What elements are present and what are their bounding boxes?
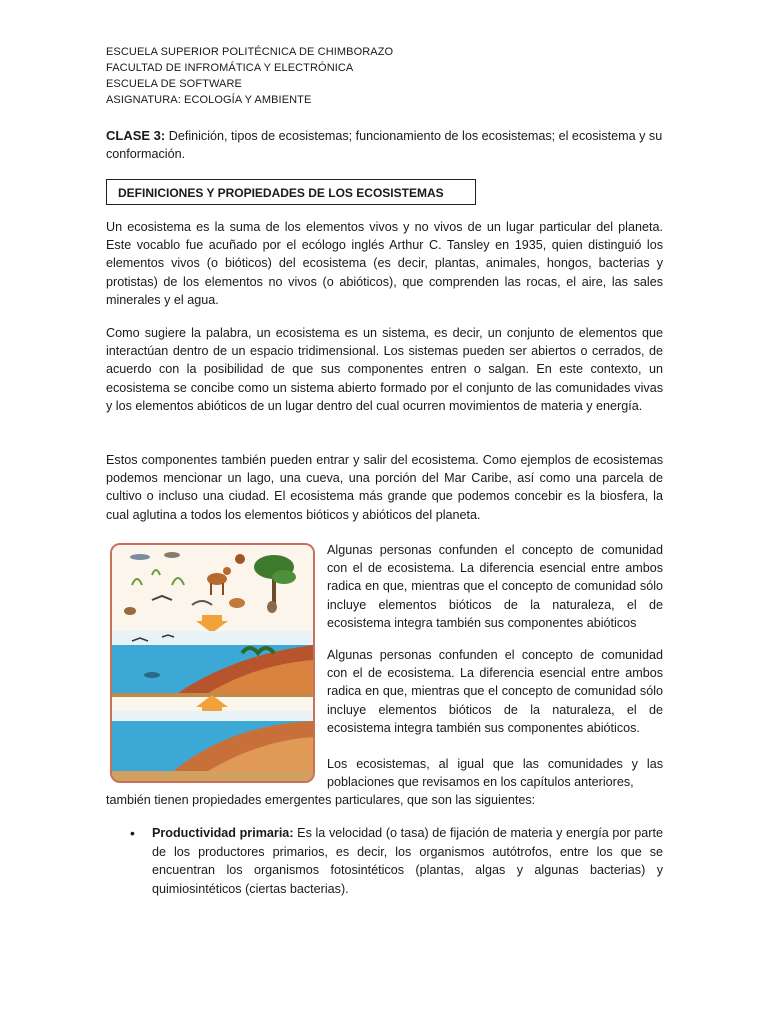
paragraph-definition: Un ecosistema es la suma de los elementos vivos y no vivos de un lugar particular del planeta. Este vocablo fue acuñado por el ecólogo inglés Arthur C. Tansley en 1935, quien distinguió los elementos vivos (o bióticos) del ecosistema (es decir, plantas, animales, hongos, bacterias y protistas) de los elementos no vivos (o abióticos), que comprenden las rocas, el aire, las sales minerales y el agua. [106, 220, 663, 307]
header-line-school: ESCUELA SUPERIOR POLITÉCNICA DE CHIMBORAZO [106, 46, 394, 58]
paragraph-community-2: Algunas personas confunden el concepto de comunidad con el de ecosistema. La diferencia esencial entre ambos radica en que, mientras que el concepto de comunidad sólo incluye elementos bióticos de la naturaleza, el de ecosistema integra también sus componentes abióticos. [327, 648, 663, 735]
paragraph-properties-continued: también tienen propiedades emergentes particulares, que son las siguientes: [106, 793, 536, 807]
paragraph-examples: Estos componentes también pueden entrar y salir del ecosistema. Como ejemplos de ecosistemas podemos mencionar un lago, una cueva, una porción del Mar Caribe, así como una parcela de cultivo o incluso una ciudad. El ecosistema más grande que podemos concebir es la biosfera, la cual aglutina a todos los elementos bióticos y abióticos del planeta. [106, 453, 663, 522]
paragraph-community-1: Algunas personas confunden el concepto de comunidad con el de ecosistema. La diferencia esencial entre ambos radica en que, mientras que el concepto de comunidad sólo incluye elementos bióticos de la naturaleza, el de ecosistema integra también sus componentes abióticos [327, 543, 663, 630]
bullet-term: Productividad primaria: [152, 826, 294, 840]
bullet-marker: • [130, 825, 135, 841]
institution-header [106, 44, 393, 108]
paragraph-properties-intro: Los ecosistemas, al igual que las comunidades y las poblaciones que revisamos en los capítulos anteriores, [327, 757, 663, 790]
class-heading [106, 127, 666, 163]
ecosystem-illustration [110, 543, 315, 783]
header-line-subject: ASIGNATURA: ECOLOGÍA Y AMBIENTE [106, 94, 312, 106]
class-topics: Definición, tipos de ecosistemas; funcionamiento de los ecosistemas; el ecosistema y su conformación. [106, 129, 663, 161]
paragraph-system: Como sugiere la palabra, un ecosistema es un sistema, es decir, un conjunto de elementos que interactúan dentro de un espacio tridimensional. Los sistemas pueden ser abiertos o cerrados, de acuerdo con la posibilidad de que sus componentes entren o salgan. En este contexto, un ecosistema se concibe como un sistema abierto formado por el conjunto de las comunidades vivas y los elementos abióticos de un lugar dentro del cual ocurren movimientos de materia y energía. [106, 326, 663, 413]
header-line-faculty: FACULTAD DE INFROMÁTICA Y ELECTRÓNICA [106, 62, 354, 74]
header-line-department: ESCUELA DE SOFTWARE [106, 78, 242, 90]
ecosystem-illustration-svg [112, 545, 313, 781]
section-title: DEFINICIONES Y PROPIEDADES DE LOS ECOSISTEMAS [106, 179, 476, 205]
bullet-text: Es la velocidad (o tasa) de fijación de materia y energía por parte de los productores primarios, es decir, los organismos autótrofos, entre los que se encuentran los organismos fotosintéticos (plantas, algas y algunas bacterias) y quimiosintéticos (ciertas bacterias). [152, 826, 663, 896]
bullet-productivity [152, 824, 663, 898]
class-label: CLASE 3: [106, 128, 166, 143]
